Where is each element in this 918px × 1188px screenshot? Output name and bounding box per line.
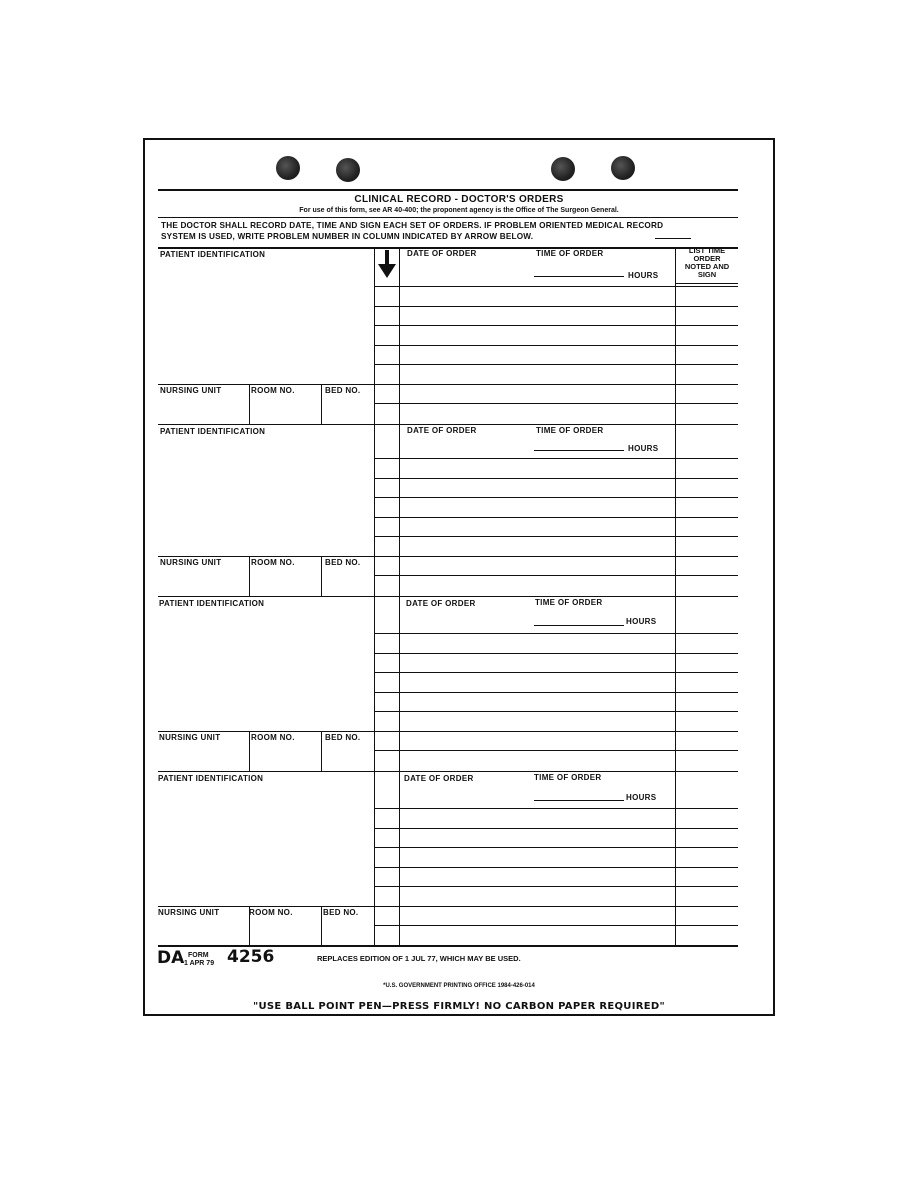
time-of-order-label: TIME OF ORDER	[534, 773, 602, 782]
list-time-header-rule	[675, 283, 738, 284]
hours-label: HOURS	[628, 444, 659, 453]
order-row-line	[374, 325, 738, 326]
date-of-order-label: DATE OF ORDER	[407, 249, 477, 258]
order-row-line	[374, 711, 738, 712]
nursing-unit-label: NURSING UNIT	[160, 558, 222, 567]
nursing-row-rule	[158, 384, 374, 385]
date-of-order-label: DATE OF ORDER	[406, 599, 476, 608]
replaces-edition-note: REPLACES EDITION OF 1 JUL 77, WHICH MAY BE USED.	[317, 954, 521, 963]
bed-column-line	[321, 731, 322, 771]
order-row-line	[374, 692, 738, 693]
room-number-label: ROOM NO.	[251, 558, 295, 567]
order-row-line	[374, 672, 738, 673]
hours-label: HOURS	[626, 617, 657, 626]
form-subtitle: For use of this form, see AR 40-400; the proponent agency is the Office of The Surgeon General.	[299, 207, 619, 214]
section-end-rule	[158, 771, 738, 772]
bed-number-label: BED NO.	[325, 386, 361, 395]
hours-entry-line[interactable]	[534, 276, 624, 277]
list-time-header-line: NOTED AND	[684, 262, 730, 271]
patient-identification-label: PATIENT IDENTIFICATION	[160, 427, 266, 436]
order-row-line	[374, 925, 738, 926]
punch-hole	[336, 158, 360, 182]
problem-number-line	[655, 238, 691, 239]
instructions-line-1: THE DOCTOR SHALL RECORD DATE, TIME AND SIGN EACH SET OF ORDERS. IF PROBLEM ORIENTED MEDICAL RECORD	[161, 221, 664, 230]
order-row-line	[374, 750, 738, 751]
nursing-row-rule	[158, 556, 374, 557]
arrow-down-icon	[377, 250, 397, 280]
order-row-line	[374, 828, 738, 829]
nursing-unit-label: NURSING UNIT	[159, 733, 221, 742]
nursing-unit-label: NURSING UNIT	[158, 908, 220, 917]
order-row-line	[374, 345, 738, 346]
form-date-label	[184, 952, 214, 968]
nursing-unit-label: NURSING UNIT	[160, 386, 222, 395]
gpo-imprint: *U.S. GOVERNMENT PRINTING OFFICE 1984-426-014	[383, 983, 535, 989]
order-row-line	[374, 808, 738, 809]
hours-label: HOURS	[628, 271, 659, 280]
date-of-order-label: DATE OF ORDER	[404, 774, 474, 783]
list-time-header-line: ORDER	[693, 254, 721, 263]
order-row-line	[374, 847, 738, 848]
order-row-line	[374, 384, 738, 385]
order-row-line	[374, 886, 738, 887]
date-of-order-label: DATE OF ORDER	[407, 426, 477, 435]
form-number: 4256	[227, 947, 275, 967]
hours-entry-line[interactable]	[534, 625, 624, 626]
order-row-line	[374, 867, 738, 868]
hours-entry-line[interactable]	[534, 800, 624, 801]
nursing-row-rule	[158, 906, 374, 907]
order-row-line	[374, 653, 738, 654]
header-top-rule	[158, 189, 738, 191]
form-word: FORM	[188, 952, 209, 959]
order-row-line	[374, 731, 738, 732]
section-end-rule	[158, 945, 738, 947]
time-of-order-label: TIME OF ORDER	[536, 249, 604, 258]
bed-number-label: BED NO.	[325, 733, 361, 742]
da-label: DA	[157, 948, 185, 968]
bed-column-line	[321, 906, 322, 945]
room-number-label: ROOM NO.	[251, 733, 295, 742]
order-row-line	[374, 286, 738, 287]
time-of-order-label: TIME OF ORDER	[535, 598, 603, 607]
order-row-line	[374, 458, 738, 459]
header-rule	[158, 217, 738, 218]
order-row-line	[374, 517, 738, 518]
bed-column-line	[321, 384, 322, 424]
nursing-row-rule	[158, 731, 374, 732]
order-row-line	[374, 575, 738, 576]
room-number-label: ROOM NO.	[249, 908, 293, 917]
pen-notice: "USE BALL POINT PEN—PRESS FIRMLY! NO CARBON PAPER REQUIRED"	[253, 1001, 665, 1012]
punch-hole	[551, 157, 575, 181]
bed-column-line	[321, 556, 322, 596]
doctors-orders-form	[143, 138, 775, 1016]
punch-hole	[611, 156, 635, 180]
order-row-line	[374, 478, 738, 479]
order-row-line	[374, 633, 738, 634]
order-row-line	[374, 536, 738, 537]
patient-identification-label: PATIENT IDENTIFICATION	[159, 599, 265, 608]
section-end-rule	[158, 596, 738, 597]
list-time-header	[676, 247, 738, 279]
bed-number-label: BED NO.	[323, 908, 359, 917]
punch-hole	[276, 156, 300, 180]
instructions-line-2: SYSTEM IS USED, WRITE PROBLEM NUMBER IN COLUMN INDICATED BY ARROW BELOW.	[161, 232, 534, 241]
order-row-line	[374, 497, 738, 498]
order-row-line	[374, 364, 738, 365]
room-column-line	[249, 384, 250, 424]
time-of-order-label: TIME OF ORDER	[536, 426, 604, 435]
hours-entry-line[interactable]	[534, 450, 624, 451]
hours-label: HOURS	[626, 793, 657, 802]
order-row-line	[374, 403, 738, 404]
patient-identification-label: PATIENT IDENTIFICATION	[160, 250, 266, 259]
section-end-rule	[158, 424, 738, 425]
room-column-line	[249, 556, 250, 596]
form-title: CLINICAL RECORD - DOCTOR'S ORDERS	[354, 194, 564, 205]
order-row-line	[374, 906, 738, 907]
room-number-label: ROOM NO.	[251, 386, 295, 395]
patient-identification-label: PATIENT IDENTIFICATION	[158, 774, 264, 783]
bed-number-label: BED NO.	[325, 558, 361, 567]
form-date: 1 APR 79	[184, 960, 215, 967]
room-column-line	[249, 906, 250, 945]
list-time-header-line: SIGN	[697, 270, 717, 279]
room-column-line	[249, 731, 250, 771]
order-row-line	[374, 556, 738, 557]
list-time-header-line: LIST TIME	[688, 246, 726, 255]
order-row-line	[374, 306, 738, 307]
